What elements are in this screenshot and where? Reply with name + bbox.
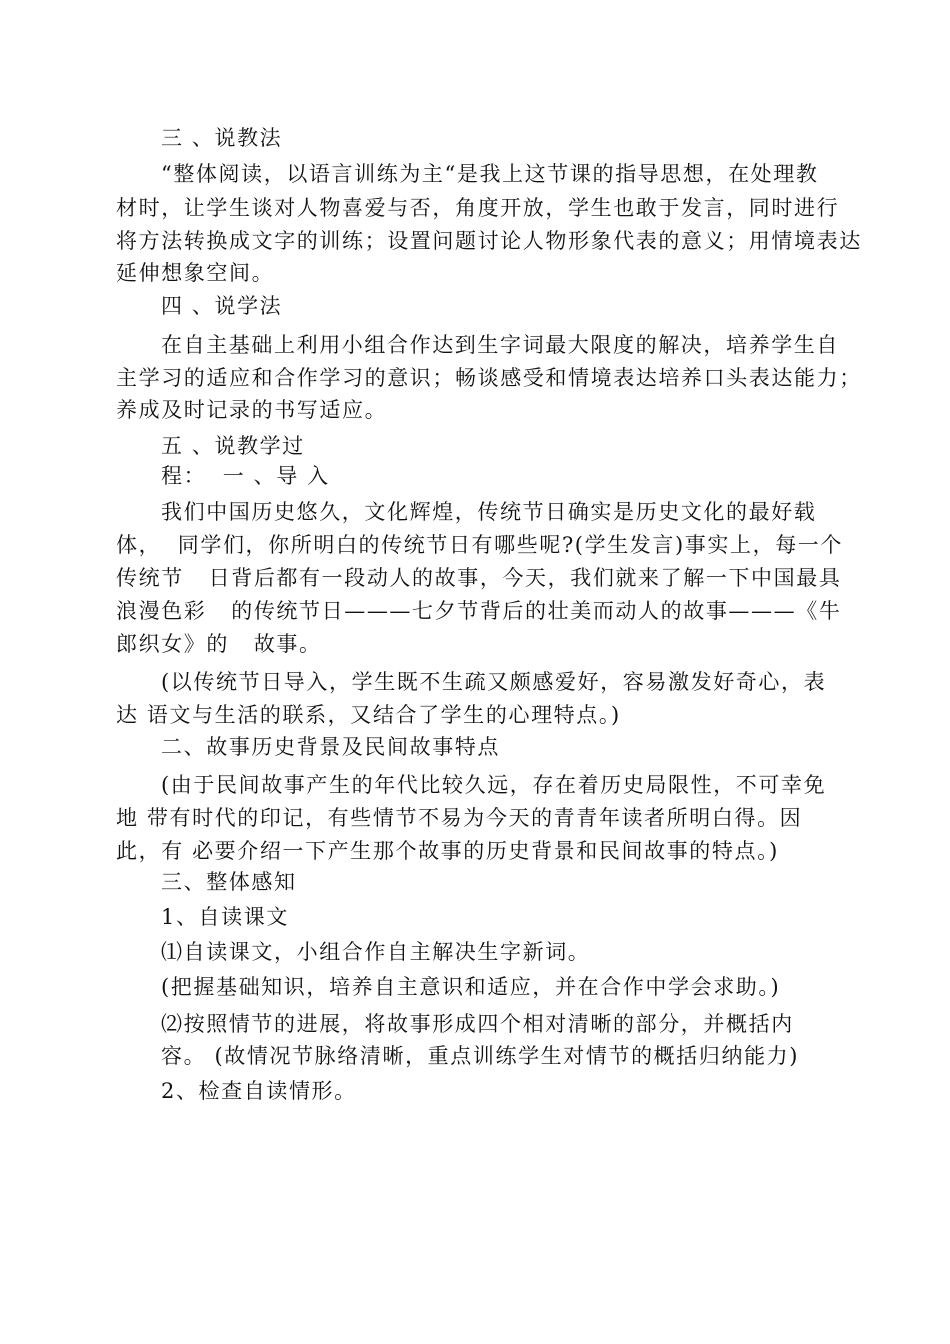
section-heading-teaching-process: 五 、说教学过 <box>161 434 305 458</box>
paragraph-line: (由于民间故事产生的年代比较久远，存在着历史局限性，不可幸免 <box>161 773 827 797</box>
paragraph-line: 浪漫色彩 的传统节日———七夕节背后的壮美而动人的故事———《牛 <box>116 599 842 623</box>
section-heading-teaching-method: 三 、说教法 <box>161 126 283 150</box>
paragraph-line: 体， 同学们，你所明白的传统节日有哪些呢?(学生发言)事实上，每一个 <box>116 533 843 557</box>
section-heading-learning-method: 四 、说学法 <box>161 294 283 318</box>
subsection-heading-introduction: 程： 一 、导 入 <box>161 464 330 488</box>
paragraph-line: 我们中国历史悠久，文化辉煌，传统节日确实是历史文化的最好载 <box>161 500 817 524</box>
paragraph-line: 主学习的适应和合作学习的意识；畅谈感受和情境表达培养口头表达能力； <box>116 366 862 390</box>
paragraph-line: (以传统节日导入，学生既不生疏又颇感爱好，容易激发好奇心，表 <box>161 670 827 694</box>
list-item: ⑵按照情节的进展，将故事形成四个相对清晰的部分，并概括内 <box>161 1012 794 1036</box>
paragraph-line: 养成及时记录的书写适应。 <box>116 398 388 422</box>
section-heading-background: 二、故事历史背景及民间故事特点 <box>161 735 500 759</box>
paragraph-line: 延伸想象空间。 <box>116 261 275 285</box>
list-item: ⑴自读课文，小组合作自主解决生字新词。 <box>161 940 591 964</box>
list-item: 1、自读课文 <box>161 905 289 929</box>
list-item: 2、检查自读情形。 <box>161 1079 357 1103</box>
paragraph-line: 将方法转换成文字的训练；设置问题讨论人物形象代表的意义；用情境表达 <box>116 229 862 253</box>
paragraph-line: (把握基础知识，培养自主意识和适应，并在合作中学会求助。) <box>161 975 781 999</box>
paragraph-line: 材时，让学生谈对人物喜爱与否，角度开放，学生也敢于发言，同时进行 <box>116 196 840 220</box>
paragraph-line: “整体阅读，以语言训练为主“是我上这节课的指导思想，在处理教 <box>161 162 819 186</box>
paragraph-line: 此，有 必要介绍一下产生那个故事的历史背景和民间故事的特点。) <box>116 839 779 863</box>
paragraph-line: 在自主基础上利用小组合作达到生字词最大限度的解决，培养学生自 <box>161 333 839 357</box>
section-heading-overall-perception: 三、整体感知 <box>161 870 297 894</box>
paragraph-line: 传统节 日背后都有一段动人的故事，今天，我们就来了解一下中国最具 <box>116 566 842 590</box>
paragraph-line: 郎织女》的 故事。 <box>116 632 322 656</box>
paragraph-line: 地 带有时代的印记，有些情节不易为今天的青青年读者所明白得。因 <box>116 806 803 830</box>
paragraph-line: 容。 (故情况节脉络清晰，重点训练学生对情节的概括归纳能力) <box>161 1044 800 1068</box>
paragraph-line: 达 语文与生活的联系，又结合了学生的心理特点。) <box>116 703 621 727</box>
